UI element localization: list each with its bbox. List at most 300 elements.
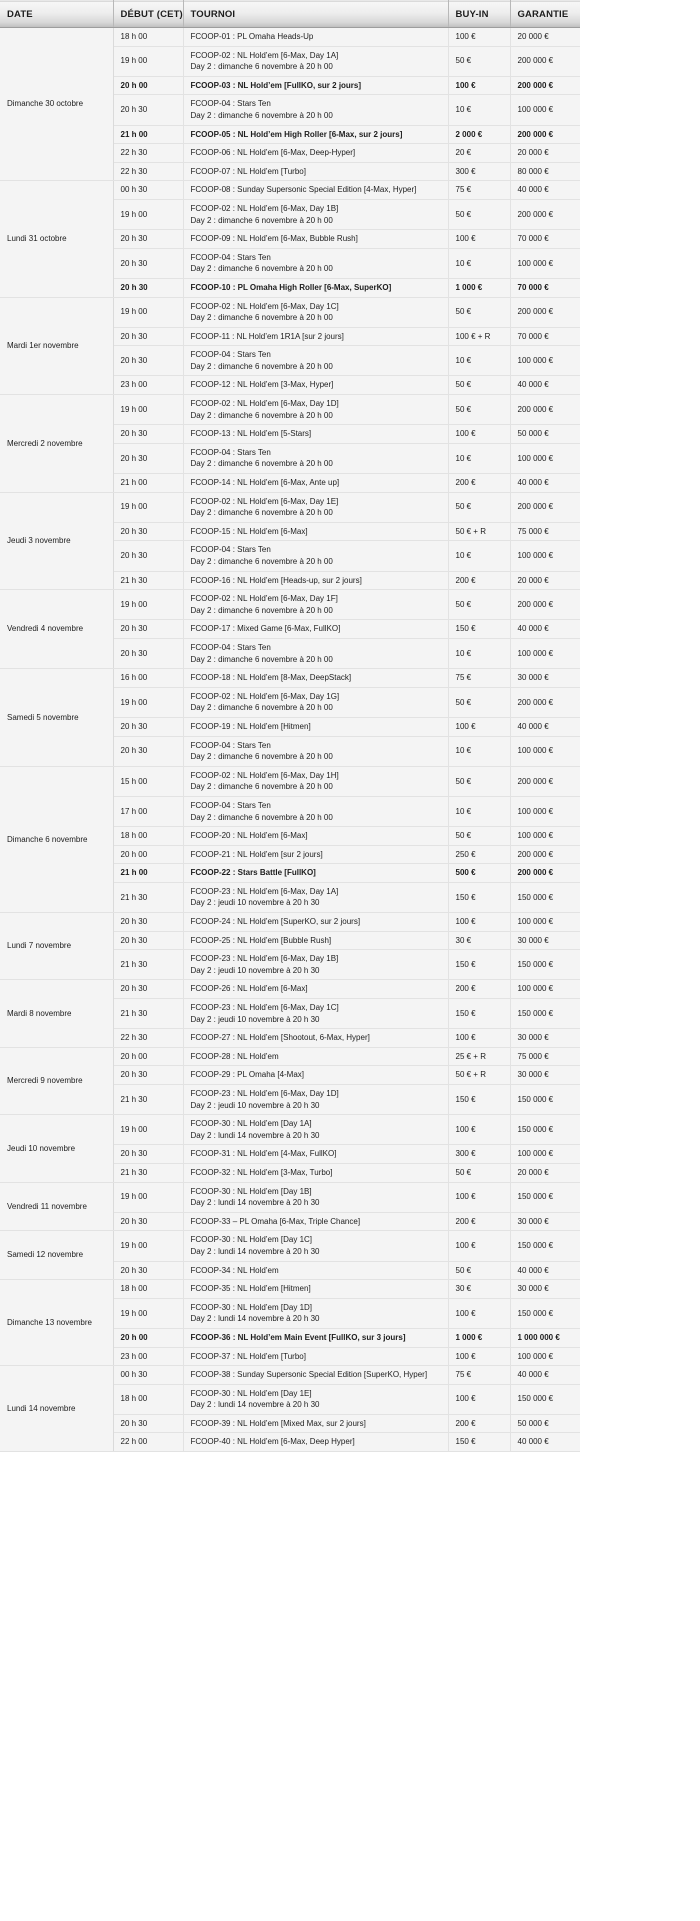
- start-time-cell: 20 h 30: [113, 931, 183, 950]
- start-time-cell: 21 h 30: [113, 1163, 183, 1182]
- start-time-cell: 18 h 00: [113, 1384, 183, 1414]
- buyin-cell: 50 € + R: [448, 522, 510, 541]
- buyin-cell: 200 €: [448, 474, 510, 493]
- buyin-cell: 50 €: [448, 1261, 510, 1280]
- tournament-name-cell: [183, 346, 448, 376]
- start-time-cell: 18 h 00: [113, 827, 183, 846]
- buyin-cell: 200 €: [448, 1414, 510, 1433]
- buyin-cell: 100 €: [448, 1182, 510, 1212]
- tournament-title: FCOOP-02 : NL Hold’em [6-Max, Day 1G]: [190, 691, 340, 701]
- start-time-cell: 21 h 30: [113, 999, 183, 1029]
- start-time-cell: 21 h 30: [113, 950, 183, 980]
- tournament-name-cell: [183, 395, 448, 425]
- tournament-day2-note: Day 2 : dimanche 6 novembre à 20 h 00: [190, 410, 333, 420]
- buyin-cell: 10 €: [448, 443, 510, 473]
- tournament-name-cell: [183, 125, 448, 144]
- tournament-title: FCOOP-02 : NL Hold’em [6-Max, Day 1E]: [190, 496, 339, 506]
- tournament-day2-note: Day 2 : dimanche 6 novembre à 20 h 00: [190, 557, 333, 566]
- table-header-row: [0, 1, 580, 28]
- buyin-cell: 150 €: [448, 620, 510, 639]
- start-time-cell: 20 h 00: [113, 845, 183, 864]
- garantie-cell: 200 000 €: [510, 76, 580, 95]
- tournament-day2-note: Day 2 : lundi 14 novembre à 20 h 30: [190, 1400, 320, 1410]
- start-time-cell: 18 h 00: [113, 1280, 183, 1299]
- garantie-cell: 100 000 €: [510, 913, 580, 932]
- tournament-day2-note: Day 2 : lundi 14 novembre à 20 h 30: [190, 1198, 320, 1208]
- tournament-title: FCOOP-25 : NL Hold’em [Bubble Rush]: [190, 935, 332, 945]
- start-time-cell: 20 h 30: [113, 443, 183, 473]
- tournament-name-cell: [183, 827, 448, 846]
- tournament-name-cell: [183, 796, 448, 826]
- table-row: [0, 913, 580, 932]
- buyin-cell: 1 000 €: [448, 278, 510, 297]
- tournament-title: FCOOP-02 : NL Hold’em [6-Max, Day 1B]: [190, 203, 339, 213]
- buyin-cell: 100 €: [448, 717, 510, 736]
- tournament-name-cell: [183, 95, 448, 125]
- tournament-title: FCOOP-03 : NL Hold’em [FullKO, sur 2 jours]: [190, 80, 362, 90]
- garantie-cell: 20 000 €: [510, 571, 580, 590]
- start-time-cell: 21 h 00: [113, 474, 183, 493]
- garantie-cell: 200 000 €: [510, 395, 580, 425]
- garantie-cell: 70 000 €: [510, 327, 580, 346]
- table-row: [0, 1366, 580, 1385]
- tournament-title: FCOOP-26 : NL Hold’em [6-Max]: [190, 984, 308, 994]
- date-cell: Vendredi 4 novembre: [0, 590, 113, 669]
- tournament-title: FCOOP-35 : NL Hold’em [Hitmen]: [190, 1284, 311, 1294]
- date-cell: Mardi 8 novembre: [0, 980, 113, 1047]
- garantie-cell: 150 000 €: [510, 1115, 580, 1145]
- tournament-title: FCOOP-02 : NL Hold’em [6-Max, Day 1D]: [190, 399, 339, 409]
- tournament-name-cell: [183, 327, 448, 346]
- buyin-cell: 50 €: [448, 46, 510, 76]
- garantie-cell: 200 000 €: [510, 845, 580, 864]
- tournament-title: FCOOP-30 : NL Hold’em [Day 1A]: [190, 1119, 312, 1129]
- buyin-cell: 100 €: [448, 1298, 510, 1328]
- garantie-cell: 1 000 000 €: [510, 1328, 580, 1347]
- tournament-title: FCOOP-04 : Stars Ten: [190, 447, 271, 457]
- garantie-cell: 100 000 €: [510, 980, 580, 999]
- garantie-cell: 70 000 €: [510, 278, 580, 297]
- buyin-cell: 10 €: [448, 796, 510, 826]
- tournament-name-cell: [183, 297, 448, 327]
- tournament-title: FCOOP-30 : NL Hold’em [Day 1D]: [190, 1302, 313, 1312]
- tournament-day2-note: Day 2 : dimanche 6 novembre à 20 h 00: [190, 110, 333, 120]
- date-cell: Jeudi 3 novembre: [0, 492, 113, 590]
- start-time-cell: 20 h 30: [113, 717, 183, 736]
- buyin-cell: 200 €: [448, 571, 510, 590]
- garantie-cell: 30 000 €: [510, 1280, 580, 1299]
- buyin-cell: 30 €: [448, 1280, 510, 1299]
- buyin-cell: 2 000 €: [448, 125, 510, 144]
- buyin-cell: 50 €: [448, 1163, 510, 1182]
- tournament-name-cell: [183, 1212, 448, 1231]
- buyin-cell: 10 €: [448, 346, 510, 376]
- tournament-name-cell: [183, 1347, 448, 1366]
- table-row: [0, 181, 580, 200]
- buyin-cell: 50 €: [448, 492, 510, 522]
- buyin-cell: 250 €: [448, 845, 510, 864]
- tournament-name-cell: [183, 492, 448, 522]
- buyin-cell: 10 €: [448, 736, 510, 766]
- tournament-day2-note: Day 2 : lundi 14 novembre à 20 h 30: [190, 1246, 320, 1256]
- tournament-title: FCOOP-14 : NL Hold’em [6-Max, Ante up]: [190, 478, 340, 488]
- tournament-title: FCOOP-18 : NL Hold’em [8-Max, DeepStack]: [190, 673, 352, 683]
- start-time-cell: 20 h 30: [113, 230, 183, 249]
- garantie-cell: 40 000 €: [510, 1261, 580, 1280]
- tournament-name-cell: [183, 1298, 448, 1328]
- tournament-day2-note: Day 2 : dimanche 6 novembre à 20 h 00: [190, 605, 333, 615]
- start-time-cell: 21 h 30: [113, 571, 183, 590]
- tournament-title: FCOOP-08 : Sunday Supersonic Special Edition [4-Max, Hyper]: [190, 185, 417, 195]
- buyin-cell: 100 €: [448, 1115, 510, 1145]
- date-cell: Jeudi 10 novembre: [0, 1115, 113, 1182]
- start-time-cell: 20 h 30: [113, 248, 183, 278]
- start-time-cell: 19 h 00: [113, 297, 183, 327]
- tournament-name-cell: [183, 1384, 448, 1414]
- tournament-name-cell: [183, 882, 448, 912]
- tournament-title: FCOOP-22 : Stars Battle [FullKO]: [190, 868, 316, 878]
- tournament-title: FCOOP-04 : Stars Ten: [190, 740, 271, 750]
- garantie-cell: 200 000 €: [510, 46, 580, 76]
- table-row: [0, 590, 580, 620]
- table-row: [0, 1115, 580, 1145]
- tournament-name-cell: [183, 1182, 448, 1212]
- table-row: [0, 1231, 580, 1261]
- tournament-name-cell: [183, 999, 448, 1029]
- date-cell: Lundi 31 octobre: [0, 181, 113, 297]
- tournament-name-cell: [183, 522, 448, 541]
- tournament-name-cell: [183, 931, 448, 950]
- tournament-day2-note: Day 2 : dimanche 6 novembre à 20 h 00: [190, 782, 333, 792]
- garantie-cell: 20 000 €: [510, 28, 580, 47]
- tournament-title: FCOOP-30 : NL Hold’em [Day 1C]: [190, 1235, 313, 1245]
- start-time-cell: 22 h 30: [113, 162, 183, 181]
- garantie-cell: 200 000 €: [510, 199, 580, 229]
- tournament-name-cell: [183, 1066, 448, 1085]
- start-time-cell: 20 h 30: [113, 1414, 183, 1433]
- tournament-title: FCOOP-39 : NL Hold’em [Mixed Max, sur 2 jours]: [190, 1418, 366, 1428]
- tournament-name-cell: [183, 1085, 448, 1115]
- garantie-cell: 150 000 €: [510, 1231, 580, 1261]
- tournament-name-cell: [183, 199, 448, 229]
- garantie-cell: 100 000 €: [510, 95, 580, 125]
- tournament-name-cell: [183, 1433, 448, 1452]
- start-time-cell: 20 h 30: [113, 541, 183, 571]
- start-time-cell: 20 h 30: [113, 522, 183, 541]
- tournament-day2-note: Day 2 : dimanche 6 novembre à 20 h 00: [190, 654, 333, 664]
- garantie-cell: 30 000 €: [510, 1066, 580, 1085]
- tournament-title: FCOOP-04 : Stars Ten: [190, 252, 271, 262]
- tournament-title: FCOOP-40 : NL Hold’em [6-Max, Deep Hyper]: [190, 1437, 355, 1447]
- garantie-cell: 75 000 €: [510, 522, 580, 541]
- garantie-cell: 150 000 €: [510, 1298, 580, 1328]
- tournament-name-cell: [183, 638, 448, 668]
- buyin-cell: 100 €: [448, 1029, 510, 1048]
- buyin-cell: 50 €: [448, 766, 510, 796]
- garantie-cell: 150 000 €: [510, 950, 580, 980]
- buyin-cell: 500 €: [448, 864, 510, 883]
- buyin-cell: 10 €: [448, 95, 510, 125]
- start-time-cell: 23 h 00: [113, 1347, 183, 1366]
- buyin-cell: 10 €: [448, 638, 510, 668]
- garantie-cell: 100 000 €: [510, 248, 580, 278]
- table-row: [0, 1182, 580, 1212]
- tournament-title: FCOOP-16 : NL Hold’em [Heads-up, sur 2 jours]: [190, 575, 362, 585]
- tournament-day2-note: Day 2 : dimanche 6 novembre à 20 h 00: [190, 508, 333, 518]
- date-cell: Mardi 1er novembre: [0, 297, 113, 395]
- start-time-cell: 23 h 00: [113, 376, 183, 395]
- tournament-title: FCOOP-31 : NL Hold’em [4-Max, FullKO]: [190, 1149, 337, 1159]
- start-time-cell: 20 h 30: [113, 425, 183, 444]
- buyin-cell: 150 €: [448, 950, 510, 980]
- tournament-day2-note: Day 2 : dimanche 6 novembre à 20 h 00: [190, 812, 333, 822]
- buyin-cell: 10 €: [448, 541, 510, 571]
- start-time-cell: 20 h 30: [113, 95, 183, 125]
- buyin-cell: 50 €: [448, 376, 510, 395]
- tournament-title: FCOOP-05 : NL Hold’em High Roller [6-Max, sur 2 jours]: [190, 129, 403, 139]
- table-row: [0, 395, 580, 425]
- tournament-name-cell: [183, 571, 448, 590]
- garantie-cell: 100 000 €: [510, 796, 580, 826]
- table-row: [0, 1280, 580, 1299]
- start-time-cell: 20 h 30: [113, 1066, 183, 1085]
- tournament-title: FCOOP-06 : NL Hold’em [6-Max, Deep-Hyper]: [190, 148, 356, 158]
- garantie-cell: 75 000 €: [510, 1047, 580, 1066]
- tournament-name-cell: [183, 950, 448, 980]
- tournament-title: FCOOP-21 : NL Hold’em [sur 2 jours]: [190, 849, 323, 859]
- buyin-cell: 50 €: [448, 687, 510, 717]
- start-time-cell: 20 h 30: [113, 1145, 183, 1164]
- start-time-cell: 19 h 00: [113, 492, 183, 522]
- tournament-name-cell: [183, 913, 448, 932]
- column-header-garantie: GARANTIE: [510, 1, 580, 28]
- start-time-cell: 15 h 00: [113, 766, 183, 796]
- garantie-cell: 50 000 €: [510, 1414, 580, 1433]
- start-time-cell: 20 h 30: [113, 736, 183, 766]
- tournament-title: FCOOP-11 : NL Hold’em 1R1A [sur 2 jours]: [190, 331, 344, 341]
- tournament-day2-note: Day 2 : dimanche 6 novembre à 20 h 00: [190, 313, 333, 323]
- tournament-title: FCOOP-12 : NL Hold’em [3-Max, Hyper]: [190, 380, 334, 390]
- garantie-cell: 100 000 €: [510, 1145, 580, 1164]
- tournament-name-cell: [183, 376, 448, 395]
- tournament-title: FCOOP-13 : NL Hold’em [5-Stars]: [190, 429, 312, 439]
- garantie-cell: 40 000 €: [510, 717, 580, 736]
- date-cell: Mercredi 9 novembre: [0, 1047, 113, 1114]
- date-cell: Mercredi 2 novembre: [0, 395, 113, 493]
- date-cell: Samedi 5 novembre: [0, 669, 113, 767]
- start-time-cell: 22 h 30: [113, 1029, 183, 1048]
- tournament-title: FCOOP-23 : NL Hold’em [6-Max, Day 1B]: [190, 954, 339, 964]
- buyin-cell: 100 €: [448, 913, 510, 932]
- tournament-day2-note: Day 2 : dimanche 6 novembre à 20 h 00: [190, 62, 333, 72]
- start-time-cell: 21 h 30: [113, 882, 183, 912]
- garantie-cell: 200 000 €: [510, 297, 580, 327]
- start-time-cell: 22 h 00: [113, 1433, 183, 1452]
- tournament-day2-note: Day 2 : lundi 14 novembre à 20 h 30: [190, 1314, 320, 1324]
- buyin-cell: 100 €: [448, 1347, 510, 1366]
- tournament-title: FCOOP-32 : NL Hold’em [3-Max, Turbo]: [190, 1167, 333, 1177]
- start-time-cell: 18 h 00: [113, 28, 183, 47]
- tournament-name-cell: [183, 845, 448, 864]
- buyin-cell: 100 €: [448, 425, 510, 444]
- tournament-title: FCOOP-02 : NL Hold’em [6-Max, Day 1C]: [190, 301, 339, 311]
- tournament-title: FCOOP-30 : NL Hold’em [Day 1B]: [190, 1186, 312, 1196]
- tournament-name-cell: [183, 46, 448, 76]
- tournament-name-cell: [183, 1280, 448, 1299]
- date-cell: Vendredi 11 novembre: [0, 1182, 113, 1231]
- start-time-cell: 20 h 00: [113, 76, 183, 95]
- column-header-date: DATE: [0, 1, 113, 28]
- garantie-cell: 100 000 €: [510, 346, 580, 376]
- date-cell: Lundi 7 novembre: [0, 913, 113, 980]
- tournament-title: FCOOP-04 : Stars Ten: [190, 800, 271, 810]
- start-time-cell: 20 h 30: [113, 346, 183, 376]
- start-time-cell: 00 h 30: [113, 181, 183, 200]
- garantie-cell: 150 000 €: [510, 1384, 580, 1414]
- garantie-cell: 150 000 €: [510, 882, 580, 912]
- tournament-day2-note: Day 2 : jeudi 10 novembre à 20 h 30: [190, 1014, 320, 1024]
- buyin-cell: 100 €: [448, 230, 510, 249]
- garantie-cell: 40 000 €: [510, 474, 580, 493]
- tournament-name-cell: [183, 76, 448, 95]
- garantie-cell: 100 000 €: [510, 541, 580, 571]
- column-header-tournoi: TOURNOI: [183, 1, 448, 28]
- start-time-cell: 20 h 30: [113, 620, 183, 639]
- buyin-cell: 200 €: [448, 1212, 510, 1231]
- tournament-name-cell: [183, 443, 448, 473]
- tournament-title: FCOOP-23 : NL Hold’em [6-Max, Day 1D]: [190, 1089, 339, 1098]
- tournament-title: FCOOP-27 : NL Hold’em [Shootout, 6-Max, Hyper]: [190, 1033, 370, 1043]
- tournament-name-cell: [183, 541, 448, 571]
- tournament-title: FCOOP-24 : NL Hold’em [SuperKO, sur 2 jours]: [190, 917, 361, 927]
- start-time-cell: 16 h 00: [113, 669, 183, 688]
- garantie-cell: 20 000 €: [510, 144, 580, 163]
- garantie-cell: 40 000 €: [510, 1433, 580, 1452]
- buyin-cell: 200 €: [448, 980, 510, 999]
- buyin-cell: 50 € + R: [448, 1066, 510, 1085]
- start-time-cell: 20 h 30: [113, 1212, 183, 1231]
- start-time-cell: 20 h 30: [113, 980, 183, 999]
- tournament-name-cell: [183, 590, 448, 620]
- start-time-cell: 20 h 30: [113, 638, 183, 668]
- tournament-title: FCOOP-07 : NL Hold’em [Turbo]: [190, 166, 306, 176]
- garantie-cell: 30 000 €: [510, 931, 580, 950]
- buyin-cell: 50 €: [448, 395, 510, 425]
- garantie-cell: 200 000 €: [510, 492, 580, 522]
- garantie-cell: 200 000 €: [510, 864, 580, 883]
- garantie-cell: 100 000 €: [510, 638, 580, 668]
- tournament-day2-note: Day 2 : jeudi 10 novembre à 20 h 30: [190, 898, 320, 908]
- tournament-title: FCOOP-19 : NL Hold’em [Hitmen]: [190, 721, 311, 731]
- tournament-name-cell: [183, 1029, 448, 1048]
- garantie-cell: 150 000 €: [510, 999, 580, 1029]
- start-time-cell: 19 h 00: [113, 1115, 183, 1145]
- table-row: [0, 669, 580, 688]
- buyin-cell: 50 €: [448, 297, 510, 327]
- tournament-name-cell: [183, 687, 448, 717]
- tournament-title: FCOOP-09 : NL Hold’em [6-Max, Bubble Rush]: [190, 234, 358, 244]
- garantie-cell: 200 000 €: [510, 590, 580, 620]
- garantie-cell: 70 000 €: [510, 230, 580, 249]
- tournament-day2-note: Day 2 : jeudi 10 novembre à 20 h 30: [190, 1100, 320, 1110]
- buyin-cell: 75 €: [448, 669, 510, 688]
- start-time-cell: 20 h 30: [113, 278, 183, 297]
- tournament-title: FCOOP-04 : Stars Ten: [190, 350, 271, 360]
- buyin-cell: 150 €: [448, 1433, 510, 1452]
- start-time-cell: 19 h 00: [113, 1231, 183, 1261]
- start-time-cell: 22 h 30: [113, 144, 183, 163]
- garantie-cell: 30 000 €: [510, 669, 580, 688]
- date-cell: Samedi 12 novembre: [0, 1231, 113, 1280]
- buyin-cell: 100 €: [448, 1231, 510, 1261]
- tournament-title: FCOOP-29 : PL Omaha [4-Max]: [190, 1070, 305, 1080]
- garantie-cell: 200 000 €: [510, 125, 580, 144]
- garantie-cell: 100 000 €: [510, 827, 580, 846]
- garantie-cell: 150 000 €: [510, 1085, 580, 1115]
- start-time-cell: 20 h 30: [113, 327, 183, 346]
- buyin-cell: 20 €: [448, 144, 510, 163]
- tournament-name-cell: [183, 425, 448, 444]
- tournament-name-cell: [183, 1366, 448, 1385]
- column-header-buyin: BUY-IN: [448, 1, 510, 28]
- buyin-cell: 100 €: [448, 76, 510, 95]
- garantie-cell: 40 000 €: [510, 620, 580, 639]
- garantie-cell: 30 000 €: [510, 1212, 580, 1231]
- buyin-cell: 30 €: [448, 931, 510, 950]
- start-time-cell: 19 h 00: [113, 687, 183, 717]
- column-header-debut: DÉBUT (CET): [113, 1, 183, 28]
- garantie-cell: 40 000 €: [510, 376, 580, 395]
- start-time-cell: 17 h 00: [113, 796, 183, 826]
- start-time-cell: 20 h 30: [113, 1261, 183, 1280]
- table-row: [0, 980, 580, 999]
- tournament-name-cell: [183, 1115, 448, 1145]
- garantie-cell: 200 000 €: [510, 766, 580, 796]
- tournament-title: FCOOP-28 : NL Hold’em: [190, 1051, 279, 1061]
- garantie-cell: 40 000 €: [510, 1366, 580, 1385]
- tournament-title: FCOOP-02 : NL Hold’em [6-Max, Day 1H]: [190, 770, 339, 780]
- table-row: [0, 297, 580, 327]
- tournament-day2-note: Day 2 : dimanche 6 novembre à 20 h 00: [190, 752, 333, 762]
- date-cell: Dimanche 6 novembre: [0, 766, 113, 912]
- buyin-cell: 300 €: [448, 162, 510, 181]
- tournament-title: FCOOP-01 : PL Omaha Heads-Up: [190, 32, 314, 41]
- tournament-name-cell: [183, 1414, 448, 1433]
- tournament-name-cell: [183, 230, 448, 249]
- tournament-title: FCOOP-02 : NL Hold’em [6-Max, Day 1F]: [190, 594, 338, 604]
- start-time-cell: 19 h 00: [113, 199, 183, 229]
- table-row: [0, 766, 580, 796]
- tournament-day2-note: Day 2 : dimanche 6 novembre à 20 h 00: [190, 703, 333, 713]
- tournament-name-cell: [183, 864, 448, 883]
- tournament-name-cell: [183, 474, 448, 493]
- start-time-cell: 19 h 00: [113, 1182, 183, 1212]
- buyin-cell: 75 €: [448, 181, 510, 200]
- tournament-title: FCOOP-34 : NL Hold’em: [190, 1265, 279, 1275]
- tournament-title: FCOOP-04 : Stars Ten: [190, 545, 271, 555]
- start-time-cell: 20 h 00: [113, 1047, 183, 1066]
- tournament-name-cell: [183, 1145, 448, 1164]
- start-time-cell: 19 h 00: [113, 395, 183, 425]
- buyin-cell: 25 € + R: [448, 1047, 510, 1066]
- tournament-name-cell: [183, 980, 448, 999]
- tournament-title: FCOOP-37 : NL Hold’em [Turbo]: [190, 1351, 306, 1361]
- tournament-name-cell: [183, 248, 448, 278]
- buyin-cell: 150 €: [448, 999, 510, 1029]
- tournament-title: FCOOP-38 : Sunday Supersonic Special Edition [SuperKO, Hyper]: [190, 1370, 428, 1380]
- buyin-cell: 1 000 €: [448, 1328, 510, 1347]
- table-row: [0, 1047, 580, 1066]
